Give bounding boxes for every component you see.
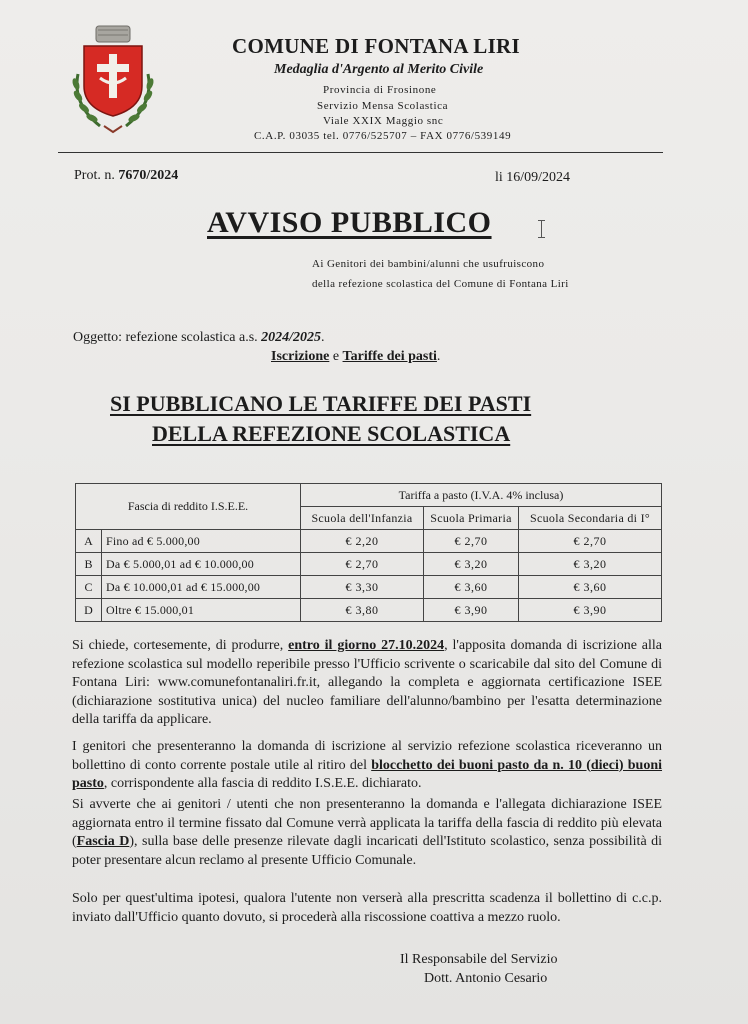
band-d-reference: Fascia D (76, 834, 130, 850)
recipients-line-2: della refezione scolastica del Comune di Fontana Liri (312, 278, 569, 290)
column-header-income-band: Fascia di reddito I.S.E.E. (76, 484, 301, 530)
table-row: D Oltre € 15.000,01 € 3,80 € 3,90 € 3,90 (76, 599, 662, 622)
signature-name: Dott. Antonio Cesario (424, 971, 548, 986)
address-line: Viale XXIX Maggio snc (323, 115, 444, 127)
paragraph-payment: I genitori che presenteranno la domanda di iscrizione al servizio refezione scolastica riceveranno un bollettino di conto corrente postale utile al ritiro del blocchetto dei buoni pasto da n. 10 (dieci) buoni pasto, corrispondente alla fascia di reddito I.S.E.E. dichiarato. (72, 739, 663, 792)
text-cursor-icon (541, 220, 548, 238)
municipality-honor: Medaglia d'Argento al Merito Civile (274, 62, 484, 77)
recipients-line-1: Ai Genitori dei bambini/alunni che usufruiscono (312, 258, 545, 270)
protocol-value: 7670/2024 (118, 168, 179, 183)
table-row: A Fino ad € 5.000,00 € 2,20 € 2,70 € 2,70 (76, 530, 662, 553)
paragraph-deadline: Si chiede, cortesemente, di produrre, entro il giorno 27.10.2024, l'apposita domanda di iscrizione alla refezione scolastica sul modello reperibile presso l'Ufficio scrivente o scaricabile dal sito del Comune di Fontana Liri: www.comunefontanaliri.fr.it, allegando la completa e aggiornata certificazione ISEE (dichiarazione sostitutiva unica) del nucleo familiare dell'alunno/bambino per l'esatta determinazione della tariffa da applicare. (72, 638, 663, 728)
document-date: li 16/09/2024 (495, 170, 571, 185)
headline-line-1: SI PUBBLICANO LE TARIFFE DEI PASTI (110, 391, 532, 416)
municipality-name: COMUNE DI FONTANA LIRI (232, 34, 520, 58)
subject-line: Oggetto: refezione scolastica a.s. 2024/2025. (73, 330, 325, 345)
paragraph-warning: Si avverte che ai genitori / utenti che non presenteranno la domanda e l'allegata dichiarazione ISEE aggiornata entro il termine fissato dal Comune verrà applicata la tariffa della fascia di reddito più elevata (Fascia D), sulla base delle presenze rilevate dagli incaricati dell'Istituto scolastico, senza possibilità di poter presentare alcun reclamo al presente Ufficio Comunale. (72, 797, 663, 868)
tariff-table (75, 483, 662, 622)
column-header-infanzia: Scuola dell'Infanzia (301, 507, 424, 530)
deadline-date: entro il giorno 27.10.2024 (288, 638, 445, 653)
service-line: Servizio Mensa Scolastica (317, 100, 449, 112)
protocol-number (74, 168, 178, 184)
column-header-secondaria: Scuola Secondaria di I° (519, 507, 662, 530)
table-row: B Da € 5.000,01 ad € 10.000,00 € 2,70 € 3,20 € 3,20 (76, 553, 662, 576)
voucher-booklet: blocchetto dei buoni pasto da n. 10 (dieci) buoni pasto (72, 757, 663, 792)
document-title: AVVISO PUBBLICO (207, 206, 492, 239)
paragraph-collection: Solo per quest'ultima ipotesi, qualora l'utente non verserà alla prescritta scadenza il bollettino di c.c.p. inviato dall'Ufficio quanto dovuto, si procederà alla riscossione coattiva a mezzo ruolo. (72, 891, 662, 925)
municipal-crest-icon (70, 24, 156, 136)
subject-topics: Iscrizione e Tariffe dei pasti. (271, 349, 441, 364)
column-header-tariff: Tariffa a pasto (I.V.A. 4% inclusa) (301, 484, 662, 507)
contact-line: C.A.P. 03035 tel. 0776/525707 – FAX 0776/539149 (254, 130, 512, 142)
header-divider (58, 152, 663, 153)
table-row: C Da € 10.000,01 ad € 15.000,00 € 3,30 € 3,60 € 3,60 (76, 576, 662, 599)
signature-role: Il Responsabile del Servizio (400, 952, 558, 967)
headline-line-2: DELLA REFEZIONE SCOLASTICA (152, 421, 511, 446)
province-line: Provincia di Frosinone (323, 84, 437, 96)
protocol-label: Prot. n. (74, 168, 115, 183)
column-header-primaria: Scuola Primaria (424, 507, 519, 530)
